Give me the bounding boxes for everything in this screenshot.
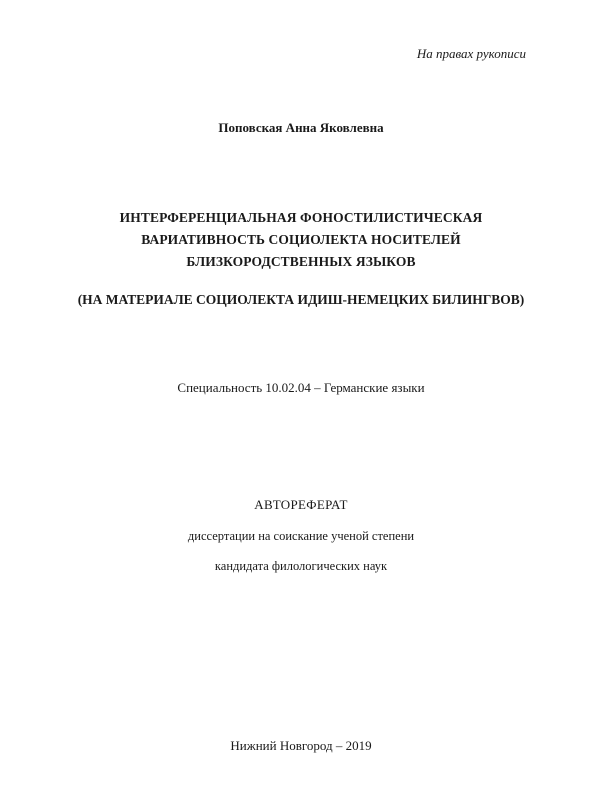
city-year: Нижний Новгород – 2019 xyxy=(230,738,372,753)
specialty-line: Специальность 10.02.04 – Германские языки xyxy=(177,380,425,395)
document-type: АВТОРЕФЕРАТ xyxy=(254,497,348,512)
academic-degree: кандидата филологических наук xyxy=(214,559,388,573)
dissertation-subtitle: (НА МАТЕРИАЛЕ СОЦИОЛЕКТА ИДИШ-НЕМЕЦКИХ БИЛИНГВОВ) xyxy=(77,292,525,307)
dissertation-title xyxy=(0,207,602,273)
title-line: БЛИЗКОРОДСТВЕННЫХ ЯЗЫКОВ xyxy=(186,254,416,269)
rights-note: На правах рукописи xyxy=(416,46,526,61)
title-line: ВАРИАТИВНОСТЬ СОЦИОЛЕКТА НОСИТЕЛЕЙ xyxy=(141,232,461,247)
title-line: ИНТЕРФЕРЕНЦИАЛЬНАЯ ФОНОСТИЛИСТИЧЕСКАЯ xyxy=(119,210,483,225)
author-name: Поповская Анна Яковлевна xyxy=(218,120,384,135)
document-purpose: диссертации на соискание ученой степени xyxy=(187,529,415,543)
